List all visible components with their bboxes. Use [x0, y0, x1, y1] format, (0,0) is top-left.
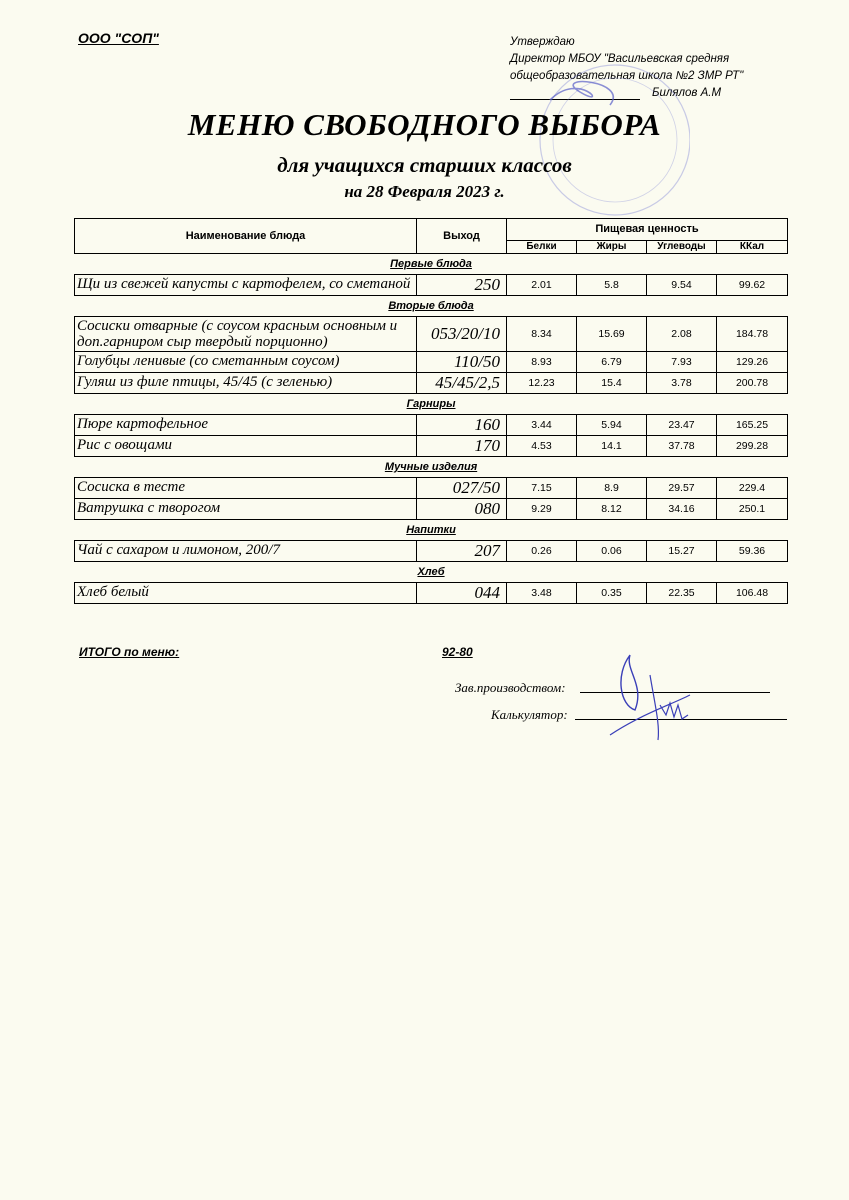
section-title: Гарниры: [406, 398, 456, 410]
dish-fat: 14.1: [577, 436, 647, 457]
dish-kcal: 129.26: [717, 352, 788, 373]
dish-yield: 250: [417, 275, 507, 296]
dish-row: [75, 583, 788, 604]
dish-fat: 15.4: [577, 373, 647, 394]
approval-line-2: Директор МБОУ "Васильевская средняя: [510, 53, 730, 65]
dish-yield: 053/20/10: [417, 317, 507, 352]
section-title: Хлеб: [417, 566, 445, 578]
dish-row: [75, 436, 788, 457]
director-name: Билялов А.М: [652, 87, 722, 99]
dish-row: [75, 478, 788, 499]
dish-kcal: 299.28: [717, 436, 788, 457]
header-fat: Жиры: [577, 240, 647, 253]
dish-protein: 2.01: [507, 275, 577, 296]
dish-row: [75, 352, 788, 373]
dish-row: [75, 499, 788, 520]
dish-protein: 3.44: [507, 415, 577, 436]
dish-fat: 15.69: [577, 317, 647, 352]
dish-yield: 044: [417, 583, 507, 604]
dish-yield: 160: [417, 415, 507, 436]
dish-carbs: 29.57: [647, 478, 717, 499]
dish-carbs: 22.35: [647, 583, 717, 604]
dish-yield: 207: [417, 541, 507, 562]
dish-row: [75, 415, 788, 436]
dish-carbs: 15.27: [647, 541, 717, 562]
calculator-label: Калькулятор:: [491, 707, 568, 722]
dish-name: Сосиски отварные (с соусом красным основным и доп.гарниром сыр твердый порционно): [75, 317, 417, 352]
section-title: Мучные изделия: [384, 461, 478, 473]
header-yield: Выход: [417, 219, 507, 254]
dish-carbs: 9.54: [647, 275, 717, 296]
page-subtitle: для учащихся старших классов: [277, 153, 572, 177]
dish-yield: 170: [417, 436, 507, 457]
menu-date: на 28 Февраля 2023 г.: [344, 182, 505, 201]
dish-row: [75, 275, 788, 296]
section-title: Первые блюда: [390, 258, 472, 270]
dish-name: Сосиска в тесте: [75, 478, 417, 499]
header-carbs: Углеводы: [647, 240, 717, 253]
section-header: [75, 562, 788, 583]
dish-yield: 45/45/2,5: [417, 373, 507, 394]
menu-table: [74, 218, 788, 604]
dish-protein: 8.93: [507, 352, 577, 373]
section-header: [75, 457, 788, 478]
dish-kcal: 250.1: [717, 499, 788, 520]
dish-protein: 4.53: [507, 436, 577, 457]
dish-fat: 5.8: [577, 275, 647, 296]
dish-protein: 0.26: [507, 541, 577, 562]
dish-protein: 8.34: [507, 317, 577, 352]
total-label: ИТОГО по меню:: [79, 645, 180, 659]
section-title: Вторые блюда: [388, 300, 474, 312]
dish-kcal: 200.78: [717, 373, 788, 394]
dish-kcal: 99.62: [717, 275, 788, 296]
dish-protein: 7.15: [507, 478, 577, 499]
organization-name: ООО "СОП": [78, 30, 159, 46]
dish-yield: 080: [417, 499, 507, 520]
dish-row: [75, 541, 788, 562]
section-header: [75, 254, 788, 275]
dish-fat: 5.94: [577, 415, 647, 436]
dish-kcal: 165.25: [717, 415, 788, 436]
dish-fat: 6.79: [577, 352, 647, 373]
dish-carbs: 7.93: [647, 352, 717, 373]
dish-name: Рис с овощами: [75, 436, 417, 457]
dish-protein: 12.23: [507, 373, 577, 394]
menu-table-body: [75, 254, 788, 604]
dish-kcal: 184.78: [717, 317, 788, 352]
dish-name: Чай с сахаром и лимоном, 200/7: [75, 541, 417, 562]
header-dish-name: Наименование блюда: [75, 219, 417, 254]
approval-line-1: Утверждаю: [510, 36, 575, 48]
section-header: [75, 296, 788, 317]
dish-name: Хлеб белый: [75, 583, 417, 604]
dish-yield: 110/50: [417, 352, 507, 373]
dish-name: Пюре картофельное: [75, 415, 417, 436]
section-header: [75, 394, 788, 415]
dish-carbs: 2.08: [647, 317, 717, 352]
dish-name: Голубцы ленивые (со сметанным соусом): [75, 352, 417, 373]
dish-fat: 8.12: [577, 499, 647, 520]
dish-yield: 027/50: [417, 478, 507, 499]
header-kcal: ККал: [717, 240, 788, 253]
header-nutrition: Пищевая ценность: [507, 219, 788, 241]
dish-kcal: 59.36: [717, 541, 788, 562]
total-value: 92-80: [442, 645, 473, 659]
dish-row: [75, 373, 788, 394]
dish-carbs: 34.16: [647, 499, 717, 520]
dish-kcal: 229.4: [717, 478, 788, 499]
production-manager-label: Зав.производством:: [455, 680, 566, 695]
dish-row: [75, 317, 788, 352]
dish-name: Гуляш из филе птицы, 45/45 (с зеленью): [75, 373, 417, 394]
dish-carbs: 37.78: [647, 436, 717, 457]
dish-protein: 3.48: [507, 583, 577, 604]
header-protein: Белки: [507, 240, 577, 253]
handwritten-signatures: [600, 645, 720, 755]
section-title: Напитки: [406, 524, 456, 536]
dish-protein: 9.29: [507, 499, 577, 520]
dish-kcal: 106.48: [717, 583, 788, 604]
section-header: [75, 520, 788, 541]
dish-name: Ватрушка с творогом: [75, 499, 417, 520]
page-title: МЕНЮ СВОБОДНОГО ВЫБОРА: [187, 107, 662, 142]
dish-fat: 8.9: [577, 478, 647, 499]
dish-fat: 0.35: [577, 583, 647, 604]
dish-fat: 0.06: [577, 541, 647, 562]
approval-line-3: общеобразовательная школа №2 ЗМР РТ": [510, 70, 744, 82]
dish-name: Щи из свежей капусты с картофелем, со сметаной: [75, 275, 417, 296]
dish-carbs: 3.78: [647, 373, 717, 394]
dish-carbs: 23.47: [647, 415, 717, 436]
